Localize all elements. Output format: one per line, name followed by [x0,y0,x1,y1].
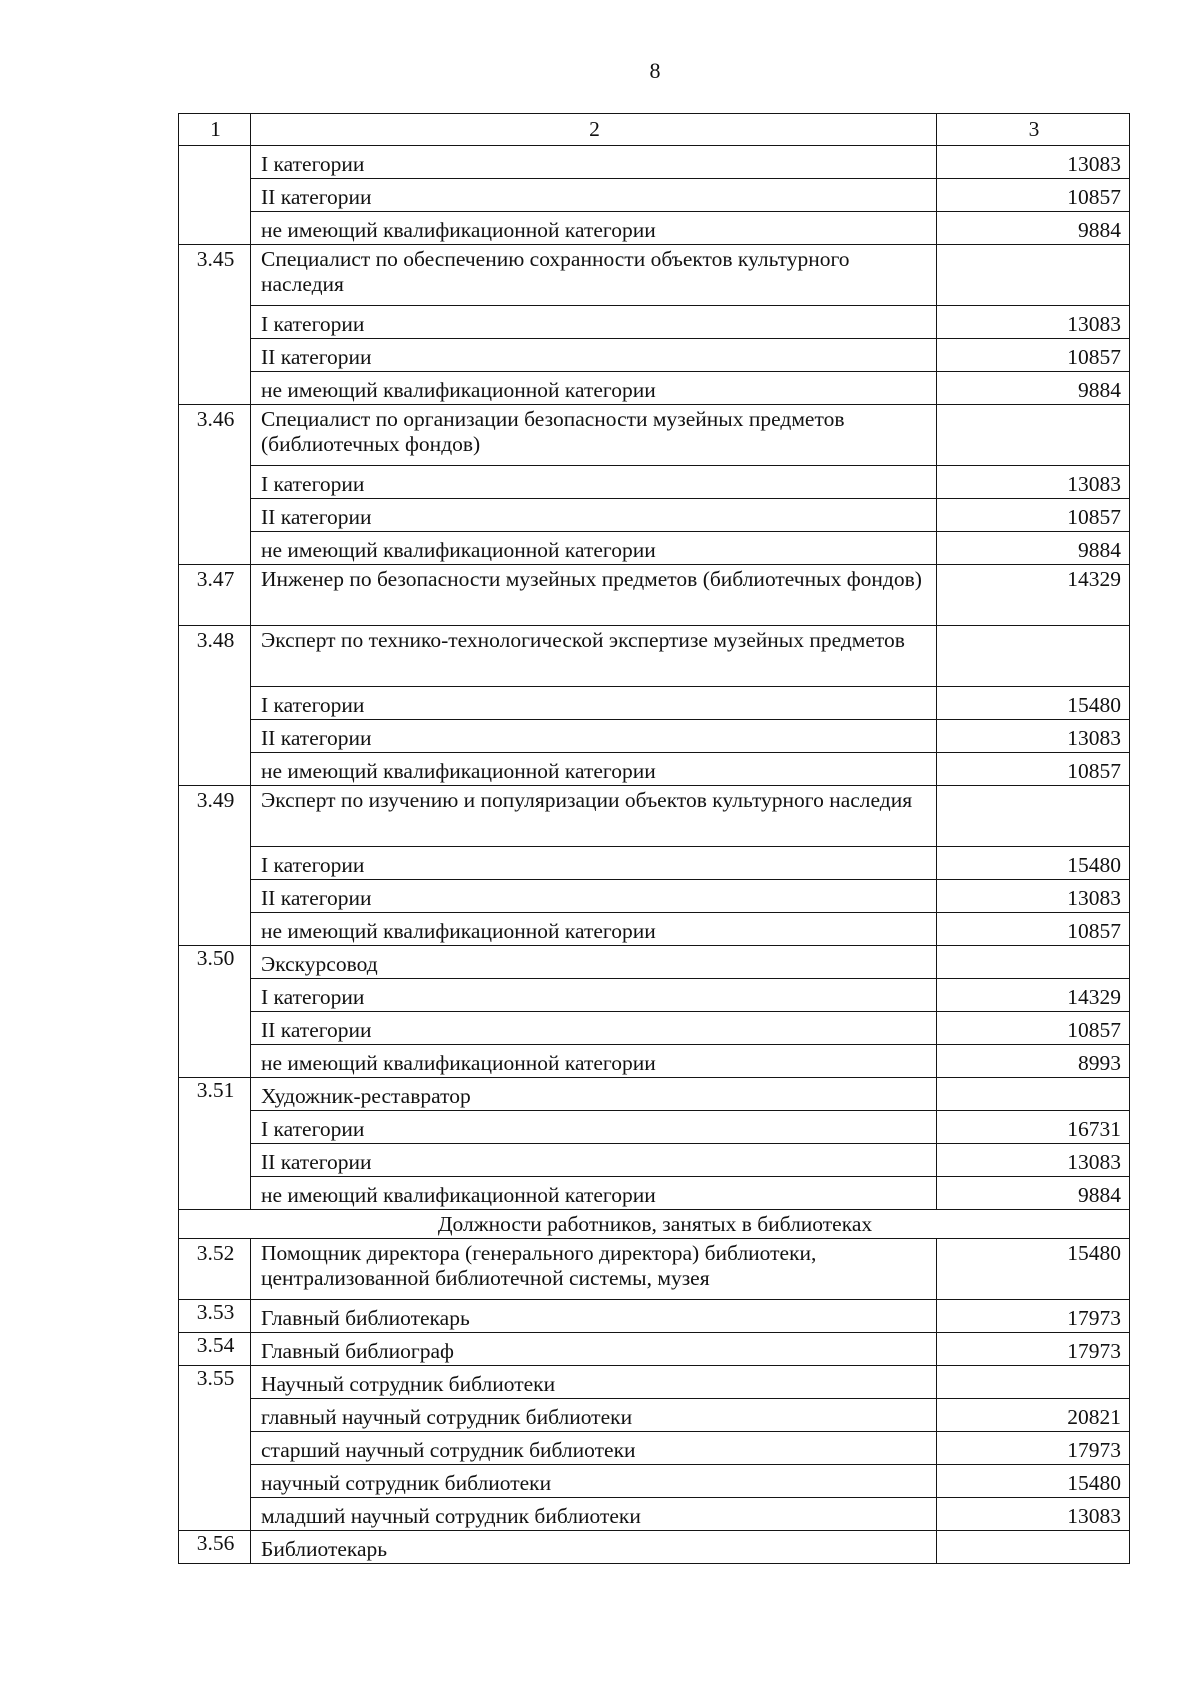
salary-value: 15480 [937,1465,1130,1498]
category-label: научный сотрудник библиотеки [251,1465,937,1498]
salary-value: 16731 [937,1111,1130,1144]
category-row [179,532,1130,565]
position-title: Специалист по организации безопасности музейных предметов (библиотечных фондов) [251,405,937,466]
salary-value [937,626,1130,687]
category-row [179,687,1130,720]
category-label: I категории [251,466,937,499]
position-title: Инженер по безопасности музейных предметов (библиотечных фондов) [251,565,937,626]
category-row [179,1144,1130,1177]
salary-value: 13083 [937,880,1130,913]
salary-value [937,946,1130,979]
category-label: I категории [251,687,937,720]
category-label: не имеющий квалификационной категории [251,1177,937,1210]
position-title: Помощник директора (генерального директора) библиотеки, централизованной библиотечной системы, музея [251,1239,937,1300]
page-number: 8 [649,58,661,83]
position-number: 3.46 [179,405,251,565]
category-label: II категории [251,499,937,532]
position-row [179,1078,1130,1111]
category-label: не имеющий квалификационной категории [251,372,937,405]
category-row [179,979,1130,1012]
salary-value: 10857 [937,339,1130,372]
position-row [179,1531,1130,1564]
category-label: I категории [251,146,937,179]
position-row [179,626,1130,687]
position-number: 3.53 [179,1300,251,1333]
category-label: I категории [251,979,937,1012]
category-row [179,1432,1130,1465]
continued-number-cell [179,146,251,245]
salary-value: 14329 [937,565,1130,626]
salary-value: 10857 [937,499,1130,532]
position-title: Библиотекарь [251,1531,937,1564]
category-row [179,1177,1130,1210]
category-row [179,753,1130,786]
position-number: 3.54 [179,1333,251,1366]
position-number: 3.45 [179,245,251,405]
category-row [179,146,1130,179]
category-row [179,1399,1130,1432]
salary-value: 13083 [937,306,1130,339]
category-row [179,212,1130,245]
category-row [179,306,1130,339]
position-title: Специалист по обеспечению сохранности объектов культурного наследия [251,245,937,306]
header-cell-1: 1 [179,114,251,146]
salary-value: 17973 [937,1333,1130,1366]
category-label: II категории [251,880,937,913]
position-row [179,1366,1130,1399]
category-row [179,1465,1130,1498]
position-number: 3.47 [179,565,251,626]
position-number: 3.52 [179,1239,251,1300]
salary-value [937,1366,1130,1399]
category-label: II категории [251,179,937,212]
salary-value: 9884 [937,372,1130,405]
header-cell-2: 2 [251,114,937,146]
salary-value: 13083 [937,146,1130,179]
salary-value: 10857 [937,753,1130,786]
category-label: старший научный сотрудник библиотеки [251,1432,937,1465]
category-label: I категории [251,847,937,880]
salary-value: 8993 [937,1045,1130,1078]
salary-value: 15480 [937,687,1130,720]
category-row [179,1012,1130,1045]
category-row [179,913,1130,946]
category-label: не имеющий квалификационной категории [251,532,937,565]
position-title: Эксперт по изучению и популяризации объектов культурного наследия [251,786,937,847]
position-row [179,1333,1130,1366]
category-row [179,1111,1130,1144]
category-row [179,720,1130,753]
salary-value: 10857 [937,179,1130,212]
section-title: Должности работников, занятых в библиотеках [179,1210,1130,1239]
salary-value: 9884 [937,1177,1130,1210]
category-row [179,1498,1130,1531]
category-label: I категории [251,1111,937,1144]
salary-value [937,245,1130,306]
salary-value [937,1531,1130,1564]
position-number: 3.55 [179,1366,251,1531]
category-label: II категории [251,339,937,372]
salary-value [937,786,1130,847]
position-number: 3.50 [179,946,251,1078]
salary-value: 17973 [937,1300,1130,1333]
salary-value: 13083 [937,720,1130,753]
salary-value: 13083 [937,466,1130,499]
category-label: II категории [251,1144,937,1177]
salary-value: 15480 [937,1239,1130,1300]
position-title: Главный библиотекарь [251,1300,937,1333]
position-title: Научный сотрудник библиотеки [251,1366,937,1399]
position-row [179,1300,1130,1333]
position-row [179,1239,1130,1300]
table-header-row [179,114,1130,146]
position-number: 3.51 [179,1078,251,1210]
position-title: Главный библиограф [251,1333,937,1366]
salary-value: 10857 [937,1012,1130,1045]
position-number: 3.49 [179,786,251,946]
category-row [179,1045,1130,1078]
salary-value: 20821 [937,1399,1130,1432]
section-row [179,1210,1130,1239]
category-row [179,372,1130,405]
position-title: Экскурсовод [251,946,937,979]
category-label: младший научный сотрудник библиотеки [251,1498,937,1531]
category-label: II категории [251,720,937,753]
category-row [179,179,1130,212]
position-row [179,946,1130,979]
position-row [179,786,1130,847]
category-label: не имеющий квалификационной категории [251,1045,937,1078]
salary-value [937,405,1130,466]
salary-value: 10857 [937,913,1130,946]
position-row [179,245,1130,306]
category-label: II категории [251,1012,937,1045]
category-row [179,880,1130,913]
position-row [179,405,1130,466]
salary-table [178,113,1130,1564]
category-row [179,847,1130,880]
salary-value [937,1078,1130,1111]
category-label: не имеющий квалификационной категории [251,753,937,786]
category-label: главный научный сотрудник библиотеки [251,1399,937,1432]
category-row [179,466,1130,499]
category-row [179,499,1130,532]
position-title: Эксперт по технико-технологической экспертизе музейных предметов [251,626,937,687]
category-row [179,339,1130,372]
salary-value: 9884 [937,212,1130,245]
position-row [179,565,1130,626]
position-number: 3.56 [179,1531,251,1564]
salary-value: 17973 [937,1432,1130,1465]
salary-value: 9884 [937,532,1130,565]
position-title: Художник-реставратор [251,1078,937,1111]
header-cell-3: 3 [937,114,1130,146]
table-body [179,114,1130,1564]
category-label: не имеющий квалификационной категории [251,212,937,245]
position-number: 3.48 [179,626,251,786]
salary-value: 13083 [937,1144,1130,1177]
category-label: не имеющий квалификационной категории [251,913,937,946]
category-label: I категории [251,306,937,339]
salary-value: 13083 [937,1498,1130,1531]
salary-value: 15480 [937,847,1130,880]
salary-value: 14329 [937,979,1130,1012]
